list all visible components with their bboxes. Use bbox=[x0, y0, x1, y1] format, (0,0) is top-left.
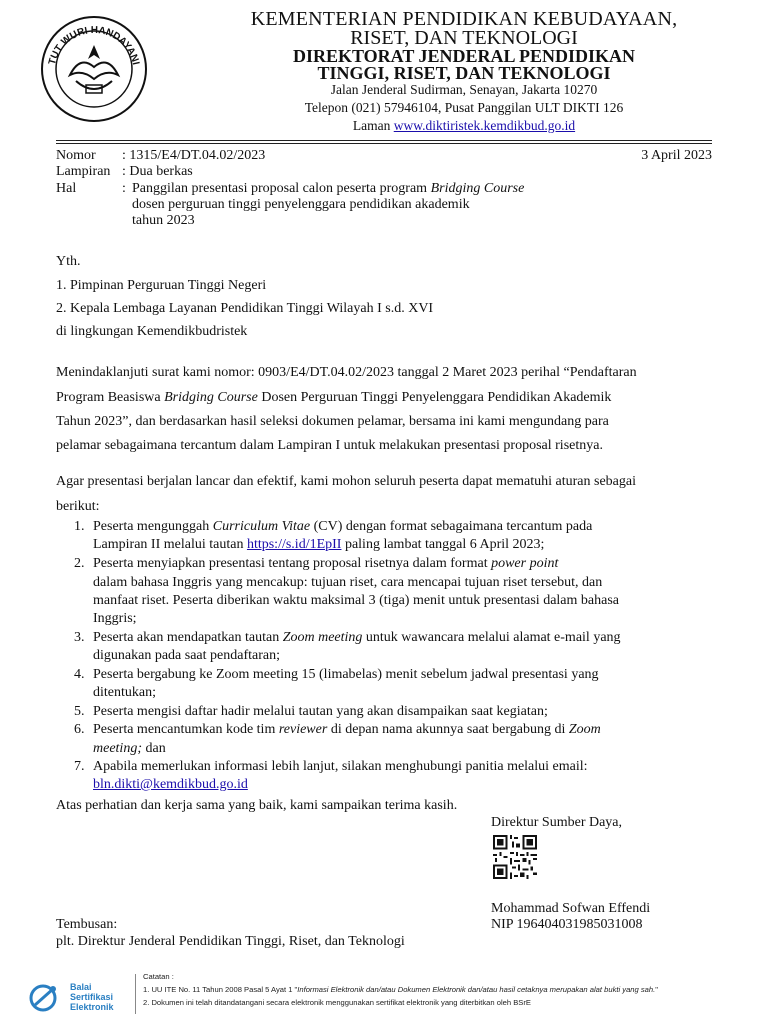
contact-email-link[interactable]: bln.dikti@kemdikbud.go.id bbox=[93, 777, 248, 792]
bsre-name bbox=[70, 982, 114, 1012]
list-text: digunakan pada saat pendaftaran; bbox=[93, 648, 280, 663]
paragraph-1-line2 bbox=[56, 385, 712, 410]
lampiran-label: Lampiran bbox=[56, 164, 111, 179]
p1-line2-b: Dosen Perguruan Tinggi Penyelenggara Pendidikan Akademik bbox=[257, 390, 612, 405]
r3-italic: Zoom meeting bbox=[282, 630, 363, 645]
signature-title: Direktur Sumber Daya, bbox=[491, 815, 623, 830]
address-line: Jalan Jenderal Sudirman, Senayan, Jakarta 10270 bbox=[330, 82, 598, 97]
ministry-name-line2: RISET, DAN TEKNOLOGI bbox=[350, 27, 578, 49]
nomor-label: Nomor bbox=[56, 148, 96, 163]
tut-wuri-handayani-logo bbox=[40, 15, 148, 123]
tembusan-line: plt. Direktur Jenderal Pendidikan Tinggi, Riset, dan Teknologi bbox=[56, 934, 405, 949]
phone-line: Telepon (021) 57946104, Pusat Panggilan ULT DIKTI 126 bbox=[304, 100, 624, 115]
r6-d: dan bbox=[141, 741, 166, 756]
r6-italic: reviewer bbox=[278, 722, 328, 737]
list-text: Apabila memerlukan informasi lebih lanjut, silakan menghubungi panitia melalui email: bbox=[93, 759, 588, 774]
website-line bbox=[160, 118, 768, 134]
closing-text: Atas perhatian dan kerja sama yang baik, kami sampaikan terima kasih. bbox=[56, 798, 458, 813]
r1-a: Peserta mengunggah bbox=[93, 519, 213, 534]
list-number: 2. bbox=[74, 556, 85, 571]
cv-upload-link[interactable]: https://s.id/1EpII bbox=[246, 537, 342, 552]
signatory-nip: NIP 196404031985031008 bbox=[491, 917, 643, 932]
list-number: 4. bbox=[74, 667, 85, 682]
r6-c: meeting; bbox=[93, 741, 142, 756]
note1-italic: Informasi Elektronik dan/atau Dokumen Elektronik dan/atau hasil cetaknya merupakan alat bukti yang sah. bbox=[297, 985, 656, 994]
r3-a: Peserta akan mendapatkan tautan bbox=[93, 630, 283, 645]
logo-motto: TUT WURI HANDAYANI bbox=[46, 24, 142, 67]
p1-line2-italic: Bridging Course bbox=[164, 390, 258, 405]
website-link[interactable]: www.diktiristek.kemdikbud.go.id bbox=[393, 118, 576, 133]
list-text: Peserta bergabung ke Zoom meeting 15 (limabelas) menit sebelum jadwal presentasi yang bbox=[93, 667, 599, 682]
list-text: dalam bahasa Inggris yang mencakup: tujuan riset, cara mencapai tujuan riset tersebut, dan bbox=[93, 575, 603, 590]
r3-b: untuk wawancara melalui alamat e-mail yang bbox=[362, 630, 621, 645]
bsre-line3: Elektronik bbox=[70, 1002, 114, 1012]
r2-a: Peserta menyiapkan presentasi tentang proposal risetnya dalam format bbox=[93, 556, 492, 571]
tembusan-label: Tembusan: bbox=[56, 917, 118, 932]
bsre-line2: Sertifikasi bbox=[70, 992, 114, 1002]
header-rule-thin bbox=[56, 143, 712, 144]
website-prefix: Laman bbox=[352, 118, 394, 133]
footer-divider bbox=[135, 974, 136, 1014]
footer-notes-title: Catatan : bbox=[143, 972, 174, 981]
list-text bbox=[93, 776, 712, 794]
lampiran-value: : Dua berkas bbox=[122, 164, 193, 179]
list-text bbox=[93, 740, 712, 758]
hal-line2: dosen perguruan tinggi penyelenggara pendidikan akademik bbox=[132, 197, 470, 212]
list-number: 1. bbox=[74, 519, 85, 534]
hal-line1 bbox=[132, 181, 524, 197]
list-text: ditentukan; bbox=[93, 685, 156, 700]
directorate-name-line2: TINGGI, RISET, DAN TEKNOLOGI bbox=[317, 63, 611, 83]
signatory-name: Mohammad Sofwan Effendi bbox=[491, 901, 651, 916]
directorate-name-line1: DIREKTORAT JENDERAL PENDIDIKAN bbox=[292, 46, 636, 66]
paragraph-2-line1: Agar presentasi berjalan lancar dan efektif, kami mohon seluruh peserta dapat mematuhi aturan sebagai bbox=[56, 474, 636, 489]
list-text: Inggris; bbox=[93, 611, 137, 626]
footer-note-1 bbox=[143, 983, 658, 996]
list-text bbox=[93, 536, 712, 554]
r6-b: di depan nama akunnya saat bergabung di bbox=[327, 722, 569, 737]
paragraph-2-line2: berikut: bbox=[56, 499, 100, 514]
recipient-yth: Yth. bbox=[56, 254, 81, 269]
letter-date: 3 April 2023 bbox=[641, 148, 712, 163]
paragraph-1-line3: Tahun 2023”, dan berdasarkan hasil seleksi dokumen pelamar, bersama ini kami mengundang para bbox=[56, 414, 609, 429]
list-number: 6. bbox=[74, 722, 85, 737]
list-number: 7. bbox=[74, 759, 85, 774]
p1-line2-a: Program Beasiswa bbox=[56, 390, 165, 405]
footer-notes bbox=[143, 970, 658, 1009]
list-number: 3. bbox=[74, 630, 85, 645]
hal-colon: : bbox=[122, 181, 126, 196]
footer-note-2: 2. Dokumen ini telah ditandatangani secara elektronik menggunakan sertifikat elektronik yang diterbitkan oleh BSrE bbox=[143, 998, 531, 1007]
ministry-name-line1: KEMENTERIAN PENDIDIKAN KEBUDAYAAN, bbox=[250, 8, 678, 30]
list-text bbox=[93, 555, 712, 573]
recipient-3: di lingkungan Kemendikbudristek bbox=[56, 324, 248, 339]
hal-line1-italic: Bridging Course bbox=[430, 181, 525, 196]
hal-line1-text: Panggilan presentasi proposal calon peserta program bbox=[132, 181, 431, 196]
note1-a: 1. UU ITE No. 11 Tahun 2008 Pasal 5 Ayat 1 " bbox=[143, 985, 298, 994]
r1-b: (CV) dengan format sebagaimana tercantum pada bbox=[310, 519, 593, 534]
recipient-2: 2. Kepala Lembaga Layanan Pendidikan Tinggi Wilayah I s.d. XVI bbox=[56, 301, 434, 316]
list-text: manfaat riset. Peserta diberikan waktu maksimal 3 (tiga) menit untuk presentasi dalam bahasa bbox=[93, 593, 619, 608]
note1-b: " bbox=[655, 985, 658, 994]
r1-d: paling lambat tanggal 6 April 2023; bbox=[341, 537, 545, 552]
r6-italic2: Zoom bbox=[568, 722, 601, 737]
header-rule-thick bbox=[56, 140, 712, 141]
recipient-1: 1. Pimpinan Perguruan Tinggi Negeri bbox=[56, 278, 267, 293]
r6-a: Peserta mencantumkan kode tim bbox=[93, 722, 279, 737]
hal-label: Hal bbox=[56, 181, 77, 196]
bsre-logo-icon bbox=[25, 983, 65, 1013]
list-text: Peserta mengisi daftar hadir melalui tautan yang akan disampaikan saat kegiatan; bbox=[93, 704, 548, 719]
qr-code-icon bbox=[493, 835, 537, 879]
r2-italic: power point bbox=[491, 556, 559, 571]
bsre-line1: Balai bbox=[70, 982, 92, 992]
list-text bbox=[93, 518, 712, 536]
paragraph-1-line1: Menindaklanjuti surat kami nomor: 0903/E4/DT.04.02/2023 tanggal 2 Maret 2023 perihal “Pendaftaran bbox=[56, 365, 637, 380]
paragraph-1-line4: pelamar sebagaimana tercantum dalam Lampiran I untuk melakukan presentasi proposal risetnya. bbox=[56, 438, 603, 453]
list-text bbox=[93, 721, 712, 739]
list-number: 5. bbox=[74, 704, 85, 719]
list-text bbox=[93, 629, 712, 647]
r1-italic: Curriculum Vitae bbox=[212, 519, 311, 534]
nomor-value: : 1315/E4/DT.04.02/2023 bbox=[122, 148, 266, 163]
r1-c: Lampiran II melalui tautan bbox=[93, 537, 247, 552]
hal-line3: tahun 2023 bbox=[132, 213, 195, 228]
